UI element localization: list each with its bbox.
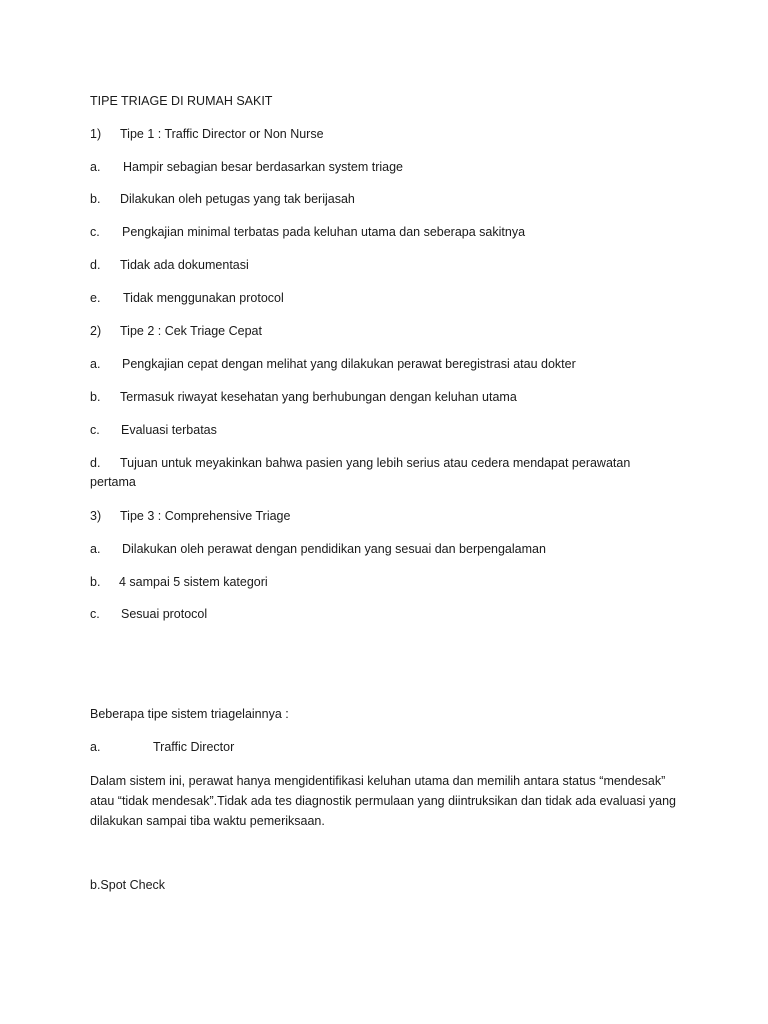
list-marker: b. (90, 192, 101, 206)
section-heading: Beberapa tipe sistem triagelainnya : (90, 707, 289, 721)
list-marker: c. (90, 225, 100, 239)
section-heading: b.Spot Check (90, 878, 166, 892)
list-text: Pengkajian minimal terbatas pada keluhan utama dan seberapa sakitnya (122, 225, 526, 239)
list-marker: c. (90, 423, 100, 437)
document-title: TIPE TRIAGE DI RUMAH SAKIT (90, 94, 273, 108)
list-marker: a. (90, 357, 101, 371)
list-text: Sesuai protocol (121, 607, 208, 621)
list-text: Evaluasi terbatas (121, 423, 217, 437)
list-marker: e. (90, 291, 101, 305)
list-text: Tidak menggunakan protocol (123, 291, 284, 305)
list-marker: a. (90, 542, 101, 556)
list-marker: b. (90, 575, 101, 589)
list-marker: 3) (90, 509, 102, 523)
list-text: Hampir sebagian besar berdasarkan system triage (123, 160, 403, 174)
list-text: Traffic Director (153, 740, 235, 754)
list-marker: b. (90, 390, 101, 404)
list-text: 4 sampai 5 sistem kategori (119, 575, 268, 589)
list-marker: a. (90, 740, 101, 754)
list-text: Tujuan untuk meyakinkan bahwa pasien yang lebih serius atau cedera mendapat perawatan (120, 456, 631, 470)
list-text: Pengkajian cepat dengan melihat yang dilakukan perawat beregistrasi atau dokter (122, 357, 576, 371)
list-text: Termasuk riwayat kesehatan yang berhubungan dengan keluhan utama (120, 390, 517, 404)
list-text: Tipe 1 : Traffic Director or Non Nurse (120, 127, 324, 141)
list-text: Dilakukan oleh perawat dengan pendidikan yang sesuai dan berpengalaman (122, 542, 546, 556)
list-marker: d. (90, 456, 101, 470)
list-marker: c. (90, 607, 100, 621)
list-marker: d. (90, 258, 101, 272)
list-text: Dilakukan oleh petugas yang tak berijasah (120, 192, 355, 206)
list-marker: a. (90, 160, 101, 174)
list-text: Tipe 3 : Comprehensive Triage (120, 509, 291, 523)
list-text: Tidak ada dokumentasi (120, 258, 249, 272)
list-marker: 2) (90, 324, 102, 338)
body-paragraph: Dalam sistem ini, perawat hanya mengidentifikasi keluhan utama dan memilih antara status “mendesak” atau “tidak mendesak”.Tidak ada tes diagnostik permulaan yang diintruksikan dan tidak ada evaluasi yang dilakukan sampai tiba waktu pemeriksaan. (90, 774, 676, 828)
list-text: Tipe 2 : Cek Triage Cepat (120, 324, 262, 338)
list-marker: 1) (90, 127, 102, 141)
list-item-continuation: pertama (90, 475, 136, 489)
